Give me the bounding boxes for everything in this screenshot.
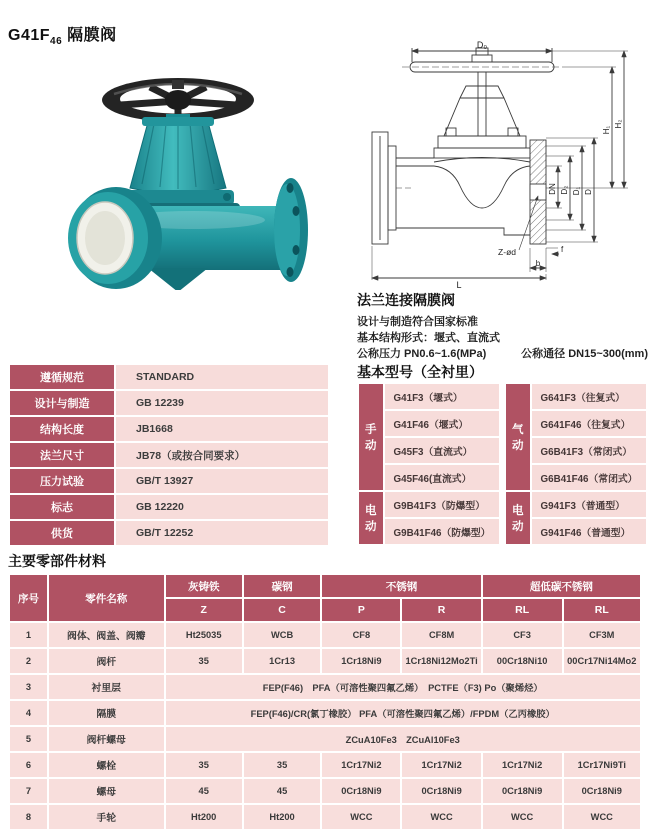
intro-line2: 基本结构形式：堰式、直流式 bbox=[357, 332, 500, 344]
materials-table-head bbox=[10, 575, 640, 621]
materials-cell: WCC bbox=[402, 805, 480, 829]
materials-name-cell: 手轮 bbox=[49, 805, 164, 829]
materials-cell: 0Cr18Ni9 bbox=[483, 779, 562, 803]
model-group-label: 电动 bbox=[359, 492, 383, 544]
materials-col-no: 序号 bbox=[10, 575, 47, 621]
dim-label-d0: D₀ bbox=[476, 40, 488, 50]
valve-technical-drawing bbox=[356, 38, 645, 290]
spec-label-cell: 供货 bbox=[10, 521, 114, 545]
materials-name-cell: 螺栓 bbox=[49, 753, 164, 777]
model-group-label: 手动 bbox=[359, 384, 383, 490]
intro-line3 bbox=[357, 346, 648, 362]
materials-cell: 45 bbox=[166, 779, 242, 803]
materials-name-cell: 隔膜 bbox=[49, 701, 164, 725]
spec-row bbox=[10, 417, 328, 441]
spec-table-body bbox=[10, 365, 328, 545]
spec-value-cell: GB/T 13927 bbox=[116, 469, 328, 493]
model-cell: G6B41F46（常闭式） bbox=[532, 465, 646, 490]
spec-value-cell: JB1668 bbox=[116, 417, 328, 441]
materials-group-header: 碳钢 bbox=[244, 575, 320, 597]
spec-label-cell: 法兰尺寸 bbox=[10, 443, 114, 467]
model-group-label: 电动 bbox=[506, 492, 530, 544]
model-row bbox=[359, 384, 499, 409]
models-heading: 基本型号（全衬里） bbox=[357, 364, 483, 380]
model-row bbox=[506, 384, 646, 409]
spec-value-cell: GB 12220 bbox=[116, 495, 328, 519]
materials-span-cell: ZCuA10Fe3 ZCuAl10Fe3 bbox=[166, 727, 640, 751]
materials-cell: CF8 bbox=[322, 623, 400, 647]
intro-heading: 法兰连接隔膜阀 bbox=[357, 292, 455, 308]
spec-label-cell: 标志 bbox=[10, 495, 114, 519]
model-cell: G9B41F46（防爆型） bbox=[385, 519, 499, 544]
materials-no-cell: 3 bbox=[10, 675, 47, 699]
spec-row bbox=[10, 391, 328, 415]
model-table-section bbox=[357, 382, 648, 546]
left-flange bbox=[68, 187, 162, 289]
materials-row bbox=[10, 623, 640, 647]
materials-cell: 35 bbox=[244, 753, 320, 777]
dim-label-h2: H₂ bbox=[614, 119, 623, 129]
materials-cell: 45 bbox=[244, 779, 320, 803]
spec-table bbox=[8, 363, 330, 547]
materials-cell: CF8M bbox=[402, 623, 480, 647]
dim-label-d2: D₂ bbox=[560, 185, 569, 195]
model-table-left bbox=[357, 382, 501, 546]
materials-cell: 35 bbox=[166, 753, 242, 777]
materials-grade-header: P bbox=[322, 599, 400, 621]
dim-label-f: f bbox=[561, 245, 564, 254]
materials-grade-header: Z bbox=[166, 599, 242, 621]
materials-cell: Ht25035 bbox=[166, 623, 242, 647]
title-name: 隔膜阀 bbox=[67, 27, 117, 44]
materials-no-cell: 8 bbox=[10, 805, 47, 829]
materials-cell: 0Cr18Ni9 bbox=[402, 779, 480, 803]
materials-table-body bbox=[10, 623, 640, 829]
model-cell: G41F3（堰式） bbox=[385, 384, 499, 409]
materials-cell: CF3 bbox=[483, 623, 562, 647]
materials-no-cell: 2 bbox=[10, 649, 47, 673]
nominal-pressure: 公称压力 PN0.6~1.6(MPa) bbox=[357, 348, 487, 360]
materials-span-cell: FEP(F46) PFA（可溶性聚四氟乙烯） PCTFE（F3) Po（聚烯烃） bbox=[166, 675, 640, 699]
model-cell: G641F3（往复式） bbox=[532, 384, 646, 409]
materials-cell: 1Cr18Ni9 bbox=[322, 649, 400, 673]
materials-name-cell: 螺母 bbox=[49, 779, 164, 803]
materials-name-cell: 阀杆 bbox=[49, 649, 164, 673]
title-model-sub: 46 bbox=[50, 36, 63, 48]
materials-grade-header: RL bbox=[564, 599, 640, 621]
title-model: G41F bbox=[8, 27, 51, 44]
materials-row bbox=[10, 727, 640, 751]
materials-row bbox=[10, 805, 640, 829]
spec-value-cell: GB/T 12252 bbox=[116, 521, 328, 545]
dim-label-d1: D₁ bbox=[572, 186, 581, 196]
materials-cell: 1Cr17Ni2 bbox=[322, 753, 400, 777]
model-cell: G641F46（往复式） bbox=[532, 411, 646, 436]
materials-name-cell: 阀体、阀盖、阀瓣 bbox=[49, 623, 164, 647]
intro-section bbox=[357, 290, 648, 386]
materials-row bbox=[10, 701, 640, 725]
model-table-right bbox=[504, 382, 648, 546]
materials-cell: 1Cr17Ni2 bbox=[483, 753, 562, 777]
model-cell: G941F46（普通型） bbox=[532, 519, 646, 544]
materials-section bbox=[8, 573, 642, 831]
materials-table bbox=[8, 573, 642, 831]
materials-grade-header: R bbox=[402, 599, 480, 621]
materials-cell: 1Cr13 bbox=[244, 649, 320, 673]
valve-product-photo bbox=[28, 56, 330, 290]
materials-col-name: 零件名称 bbox=[49, 575, 164, 621]
materials-no-cell: 1 bbox=[10, 623, 47, 647]
materials-name-cell: 阀杆螺母 bbox=[49, 727, 164, 751]
intro-line1: 设计与制造符合国家标准 bbox=[357, 316, 478, 328]
materials-group-header: 不锈钢 bbox=[322, 575, 480, 597]
materials-cell: WCB bbox=[244, 623, 320, 647]
spec-row bbox=[10, 469, 328, 493]
spec-label-cell: 压力试验 bbox=[10, 469, 114, 493]
spec-row bbox=[10, 365, 328, 389]
materials-cell: 0Cr18Ni9 bbox=[322, 779, 400, 803]
materials-cell: 00Cr17Ni14Mo2 bbox=[564, 649, 640, 673]
spec-label-cell: 结构长度 bbox=[10, 417, 114, 441]
materials-grade-header: RL bbox=[483, 599, 562, 621]
model-cell: G9B41F3（防爆型） bbox=[385, 492, 499, 517]
materials-cell: 00Cr18Ni10 bbox=[483, 649, 562, 673]
model-group-label: 气动 bbox=[506, 384, 530, 490]
materials-cell: Ht200 bbox=[244, 805, 320, 829]
materials-cell: 1Cr17Ni2 bbox=[402, 753, 480, 777]
materials-heading: 主要零部件材料 bbox=[8, 553, 106, 569]
spec-table-section bbox=[8, 363, 330, 547]
materials-group-header: 灰铸铁 bbox=[166, 575, 242, 597]
model-cell: G41F46（堰式） bbox=[385, 411, 499, 436]
materials-cell: CF3M bbox=[564, 623, 640, 647]
spec-value-cell: GB 12239 bbox=[116, 391, 328, 415]
dim-label-zd: Z-ød bbox=[498, 247, 516, 257]
model-cell: G941F3（普通型） bbox=[532, 492, 646, 517]
materials-group-header: 超低碳不锈钢 bbox=[483, 575, 640, 597]
materials-no-cell: 5 bbox=[10, 727, 47, 751]
materials-header-row-1 bbox=[10, 575, 640, 597]
nominal-diameter: 公称通径 DN15~300(mm) bbox=[521, 348, 648, 360]
model-row bbox=[359, 492, 499, 517]
materials-grade-header: C bbox=[244, 599, 320, 621]
spec-label-cell: 设计与制造 bbox=[10, 391, 114, 415]
dim-label-h1: H₁ bbox=[602, 125, 611, 135]
model-row bbox=[506, 492, 646, 517]
dim-label-b: b bbox=[535, 259, 541, 268]
page-title bbox=[8, 22, 117, 47]
materials-name-cell: 衬里层 bbox=[49, 675, 164, 699]
materials-no-cell: 6 bbox=[10, 753, 47, 777]
model-cell: G45F3（直流式） bbox=[385, 438, 499, 463]
materials-row bbox=[10, 753, 640, 777]
materials-cell: Ht200 bbox=[166, 805, 242, 829]
model-cell: G6B41F3（常闭式） bbox=[532, 438, 646, 463]
spec-label-cell: 遵循规范 bbox=[10, 365, 114, 389]
materials-span-cell: FEP(F46)/CR(氯丁橡胶） PFA（可溶性聚四氟乙烯）/FPDM（乙丙橡胶） bbox=[166, 701, 640, 725]
materials-cell: WCC bbox=[564, 805, 640, 829]
model-cell: G45F46(直流式） bbox=[385, 465, 499, 490]
materials-row bbox=[10, 675, 640, 699]
spec-row bbox=[10, 495, 328, 519]
materials-no-cell: 4 bbox=[10, 701, 47, 725]
materials-cell: WCC bbox=[322, 805, 400, 829]
dim-label-d: D bbox=[584, 189, 593, 195]
materials-cell: WCC bbox=[483, 805, 562, 829]
materials-row bbox=[10, 779, 640, 803]
materials-no-cell: 7 bbox=[10, 779, 47, 803]
spec-value-cell: JB78（或按合同要求） bbox=[116, 443, 328, 467]
dim-label-l: L bbox=[456, 280, 462, 290]
materials-cell: 0Cr18Ni9 bbox=[564, 779, 640, 803]
materials-row bbox=[10, 649, 640, 673]
materials-cell: 1Cr17Ni9Ti bbox=[564, 753, 640, 777]
materials-cell: 35 bbox=[166, 649, 242, 673]
spec-row bbox=[10, 443, 328, 467]
right-flange bbox=[274, 178, 308, 282]
spec-value-cell: STANDARD bbox=[116, 365, 328, 389]
dim-label-dn: DN bbox=[548, 183, 557, 195]
spec-row bbox=[10, 521, 328, 545]
materials-cell: 1Cr18Ni12Mo2Ti bbox=[402, 649, 480, 673]
